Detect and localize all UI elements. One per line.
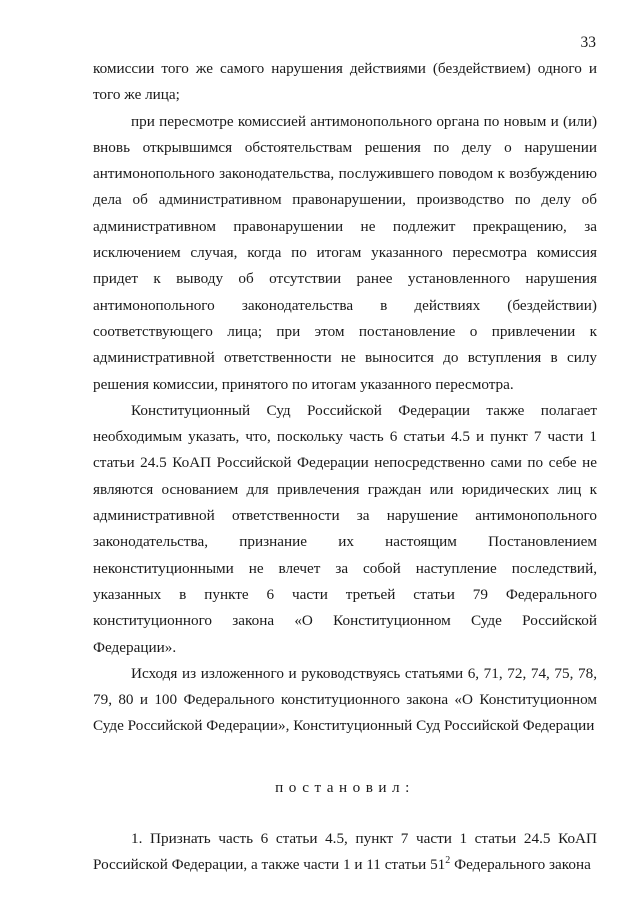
paragraph-court-position: Конституционный Суд Российской Федерации также полагает необходимым указать, что, поскольку часть 6 статьи 4.5 и пункт 7 части 1 статьи 24.5 КоАП Российской Федерации непосредственно сами по себе не являются основанием для привлечения граждан или юридических лиц к административной ответственности за нарушение антимонопольного законодательства, признание их настоящим Постановлением неконституционными не влечет за собой наступление последствий, указанных в пункте 6 части третьей статьи 79 Федерального конституционного закона «О Конституционном Суде Российской Федерации». <box>93 401 597 656</box>
paragraph-grounds: Исходя из изложенного и руководствуясь статьями 6, 71, 72, 74, 75, 78, 79, 80 и 100 Федерального конституционного закона «О Конституционном Суде Российской Федерации», Конституционный Суд Российской Федерации <box>93 664 597 735</box>
document-body <box>93 56 597 878</box>
paragraph-continuation: комиссии того же самого нарушения действиями (бездействием) одного и того же лица; <box>93 60 597 104</box>
page-number: 33 <box>580 34 596 51</box>
paragraph-review-clause: при пересмотре комиссией антимонопольного органа по новым и (или) вновь открывшимся обстоятельствам решения по делу о нарушении антимонопольного законодательства, послужившего поводом к возбуждению дела об административном правонарушении, производство по делу об административном правонарушении не подлежит прекращению, за исключением случая, когда по итогам указанного пересмотра комиссия придет к выводу об отсутствии ранее установленного нарушения антимонопольного законодательства в действиях (бездействии) соответствующего лица; при этом постановление о привлечении к административной ответственности не выносится до вступления в силу решения комиссии, принятого по итогам указанного пересмотра. <box>93 112 597 393</box>
resolution-1-text: 1. Признать часть 6 статьи 4.5, пункт 7 части 1 статьи 24.5 КоАП Российской Федерации, а также части 1 и 11 статьи 51 <box>93 829 597 874</box>
resolution-1-superscript: 2 <box>445 855 451 867</box>
resolution-1-text-end: Федерального закона <box>450 856 591 874</box>
verdict-heading: постановил: <box>275 778 415 796</box>
paragraph-resolution-1 <box>93 826 597 879</box>
